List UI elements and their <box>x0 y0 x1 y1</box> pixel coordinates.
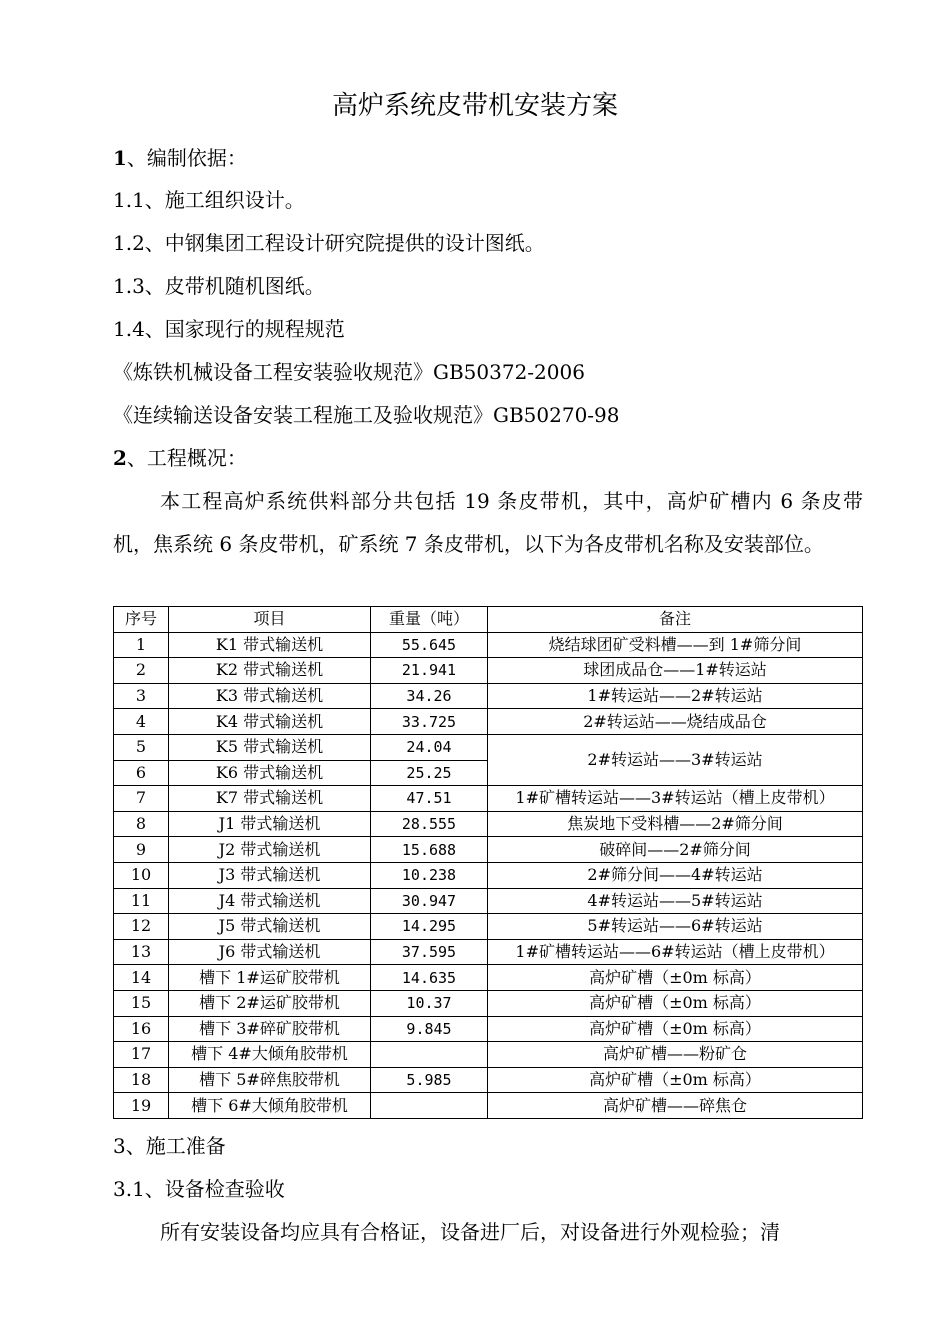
cell-no: 19 <box>114 1093 169 1119</box>
inspection-paragraph: 所有安装设备均应具有合格证，设备进厂后，对设备进行外观检验；清 <box>160 1220 780 1244</box>
cell-note: 高炉矿槽——碎焦仓 <box>488 1093 863 1119</box>
item-1-2: 1.2、中钢集团工程设计研究院提供的设计图纸。 <box>113 231 545 255</box>
cell-no: 4 <box>114 709 169 735</box>
table-row <box>114 888 863 914</box>
cell-note: 高炉矿槽（±0m 标高） <box>488 990 863 1016</box>
cell-item: K7 带式输送机 <box>169 786 371 812</box>
cell-note: 2#筛分间——4#转运站 <box>488 862 863 888</box>
cell-no: 6 <box>114 760 169 786</box>
cell-weight: 28.555 <box>371 811 488 837</box>
cell-note: 高炉矿槽——粉矿仓 <box>488 1042 863 1068</box>
table-row <box>114 1067 863 1093</box>
cell-weight: 25.25 <box>371 760 488 786</box>
cell-weight: 34.26 <box>371 683 488 709</box>
cell-weight: 10.238 <box>371 862 488 888</box>
cell-note: 焦炭地下受料槽——2#筛分间 <box>488 811 863 837</box>
section-2-heading <box>113 444 247 472</box>
item-1-3: 1.3、皮带机随机图纸。 <box>113 274 325 298</box>
table-row <box>114 1016 863 1042</box>
table-row <box>114 837 863 863</box>
cell-item: J6 带式输送机 <box>169 939 371 965</box>
section-1-title: 、编制依据： <box>126 146 247 170</box>
cell-no: 10 <box>114 862 169 888</box>
cell-item: 槽下 6#大倾角胶带机 <box>169 1093 371 1119</box>
cell-no: 11 <box>114 888 169 914</box>
cell-weight: 47.51 <box>371 786 488 812</box>
cell-weight: 9.845 <box>371 1016 488 1042</box>
cell-weight: 5.985 <box>371 1067 488 1093</box>
header-weight: 重量（吨） <box>371 607 488 633</box>
cell-item: 槽下 3#碎矿胶带机 <box>169 1016 371 1042</box>
header-no: 序号 <box>114 607 169 633</box>
cell-note: 1#矿槽转运站——3#转运站（槽上皮带机） <box>488 786 863 812</box>
table-row <box>114 939 863 965</box>
cell-weight: 37.595 <box>371 939 488 965</box>
cell-note: 4#转运站——5#转运站 <box>488 888 863 914</box>
cell-weight: 15.688 <box>371 837 488 863</box>
cell-note: 1#转运站——2#转运站 <box>488 683 863 709</box>
cell-no: 7 <box>114 786 169 812</box>
cell-no: 18 <box>114 1067 169 1093</box>
cell-no: 16 <box>114 1016 169 1042</box>
cell-weight: 14.635 <box>371 965 488 991</box>
cell-weight: 30.947 <box>371 888 488 914</box>
cell-no: 8 <box>114 811 169 837</box>
table-row <box>114 811 863 837</box>
cell-weight: 24.04 <box>371 734 488 760</box>
table-row <box>114 632 863 658</box>
table-row <box>114 1042 863 1068</box>
cell-weight <box>371 1042 488 1068</box>
table-row <box>114 914 863 940</box>
cell-item: K6 带式输送机 <box>169 760 371 786</box>
cell-item: K2 带式输送机 <box>169 658 371 684</box>
cell-no: 14 <box>114 965 169 991</box>
table-header-row <box>114 607 863 633</box>
table-row <box>114 683 863 709</box>
table-row <box>114 965 863 991</box>
cell-weight: 33.725 <box>371 709 488 735</box>
cell-item: K1 带式输送机 <box>169 632 371 658</box>
conveyor-table <box>113 606 863 1119</box>
item-1-4: 1.4、国家现行的规程规范 <box>113 317 345 341</box>
section-2-number: 2 <box>113 446 127 470</box>
table-row <box>114 990 863 1016</box>
cell-weight: 14.295 <box>371 914 488 940</box>
cell-weight: 10.37 <box>371 990 488 1016</box>
cell-no: 12 <box>114 914 169 940</box>
table-row <box>114 734 863 760</box>
cell-no: 17 <box>114 1042 169 1068</box>
cell-no: 5 <box>114 734 169 760</box>
table-row <box>114 658 863 684</box>
section-1-heading <box>113 144 247 172</box>
cell-item: J4 带式输送机 <box>169 888 371 914</box>
cell-item: K4 带式输送机 <box>169 709 371 735</box>
cell-item: J3 带式输送机 <box>169 862 371 888</box>
cell-no: 1 <box>114 632 169 658</box>
cell-item: K5 带式输送机 <box>169 734 371 760</box>
header-item: 项目 <box>169 607 371 633</box>
cell-note: 球团成品仓——1#转运站 <box>488 658 863 684</box>
table-row <box>114 709 863 735</box>
cell-item: K3 带式输送机 <box>169 683 371 709</box>
cell-item: 槽下 1#运矿胶带机 <box>169 965 371 991</box>
cell-note: 1#矿槽转运站——6#转运站（槽上皮带机） <box>488 939 863 965</box>
cell-weight: 21.941 <box>371 658 488 684</box>
cell-note-merged: 2#转运站——3#转运站 <box>488 734 863 785</box>
cell-item: 槽下 5#碎焦胶带机 <box>169 1067 371 1093</box>
cell-note: 烧结球团矿受料槽——到 1#筛分间 <box>488 632 863 658</box>
cell-item: J2 带式输送机 <box>169 837 371 863</box>
overview-paragraph: 本工程高炉系统供料部分共包括 19 条皮带机，其中，高炉矿槽内 6 条皮带机，焦系统 6 条皮带机，矿系统 7 条皮带机，以下为各皮带机名称及安装部位。 <box>113 489 863 556</box>
cell-no: 13 <box>114 939 169 965</box>
cell-no: 15 <box>114 990 169 1016</box>
cell-note: 2#转运站——烧结成品仓 <box>488 709 863 735</box>
header-note: 备注 <box>488 607 863 633</box>
cell-note: 高炉矿槽（±0m 标高） <box>488 1016 863 1042</box>
section-2-title: 、工程概况： <box>126 446 247 470</box>
cell-weight <box>371 1093 488 1119</box>
cell-no: 2 <box>114 658 169 684</box>
standard-2: 《连续输送设备安装工程施工及验收规范》GB50270-98 <box>113 403 620 427</box>
cell-note: 5#转运站——6#转运站 <box>488 914 863 940</box>
cell-note: 破碎间——2#筛分间 <box>488 837 863 863</box>
table-row <box>114 786 863 812</box>
cell-item: 槽下 4#大倾角胶带机 <box>169 1042 371 1068</box>
cell-weight: 55.645 <box>371 632 488 658</box>
table-row <box>114 1093 863 1119</box>
section-1-number: 1 <box>113 146 127 170</box>
item-3-1: 3.1、设备检查验收 <box>113 1177 285 1201</box>
cell-note: 高炉矿槽（±0m 标高） <box>488 1067 863 1093</box>
cell-item: J1 带式输送机 <box>169 811 371 837</box>
item-1-1: 1.1、施工组织设计。 <box>113 188 305 212</box>
cell-no: 9 <box>114 837 169 863</box>
cell-item: 槽下 2#运矿胶带机 <box>169 990 371 1016</box>
standard-1: 《炼铁机械设备工程安装验收规范》GB50372-2006 <box>113 360 585 384</box>
cell-item: J5 带式输送机 <box>169 914 371 940</box>
cell-note: 高炉矿槽（±0m 标高） <box>488 965 863 991</box>
table-row <box>114 862 863 888</box>
section-3-heading: 3、施工准备 <box>113 1134 226 1158</box>
cell-no: 3 <box>114 683 169 709</box>
doc-title: 高炉系统皮带机安装方案 <box>331 91 618 121</box>
